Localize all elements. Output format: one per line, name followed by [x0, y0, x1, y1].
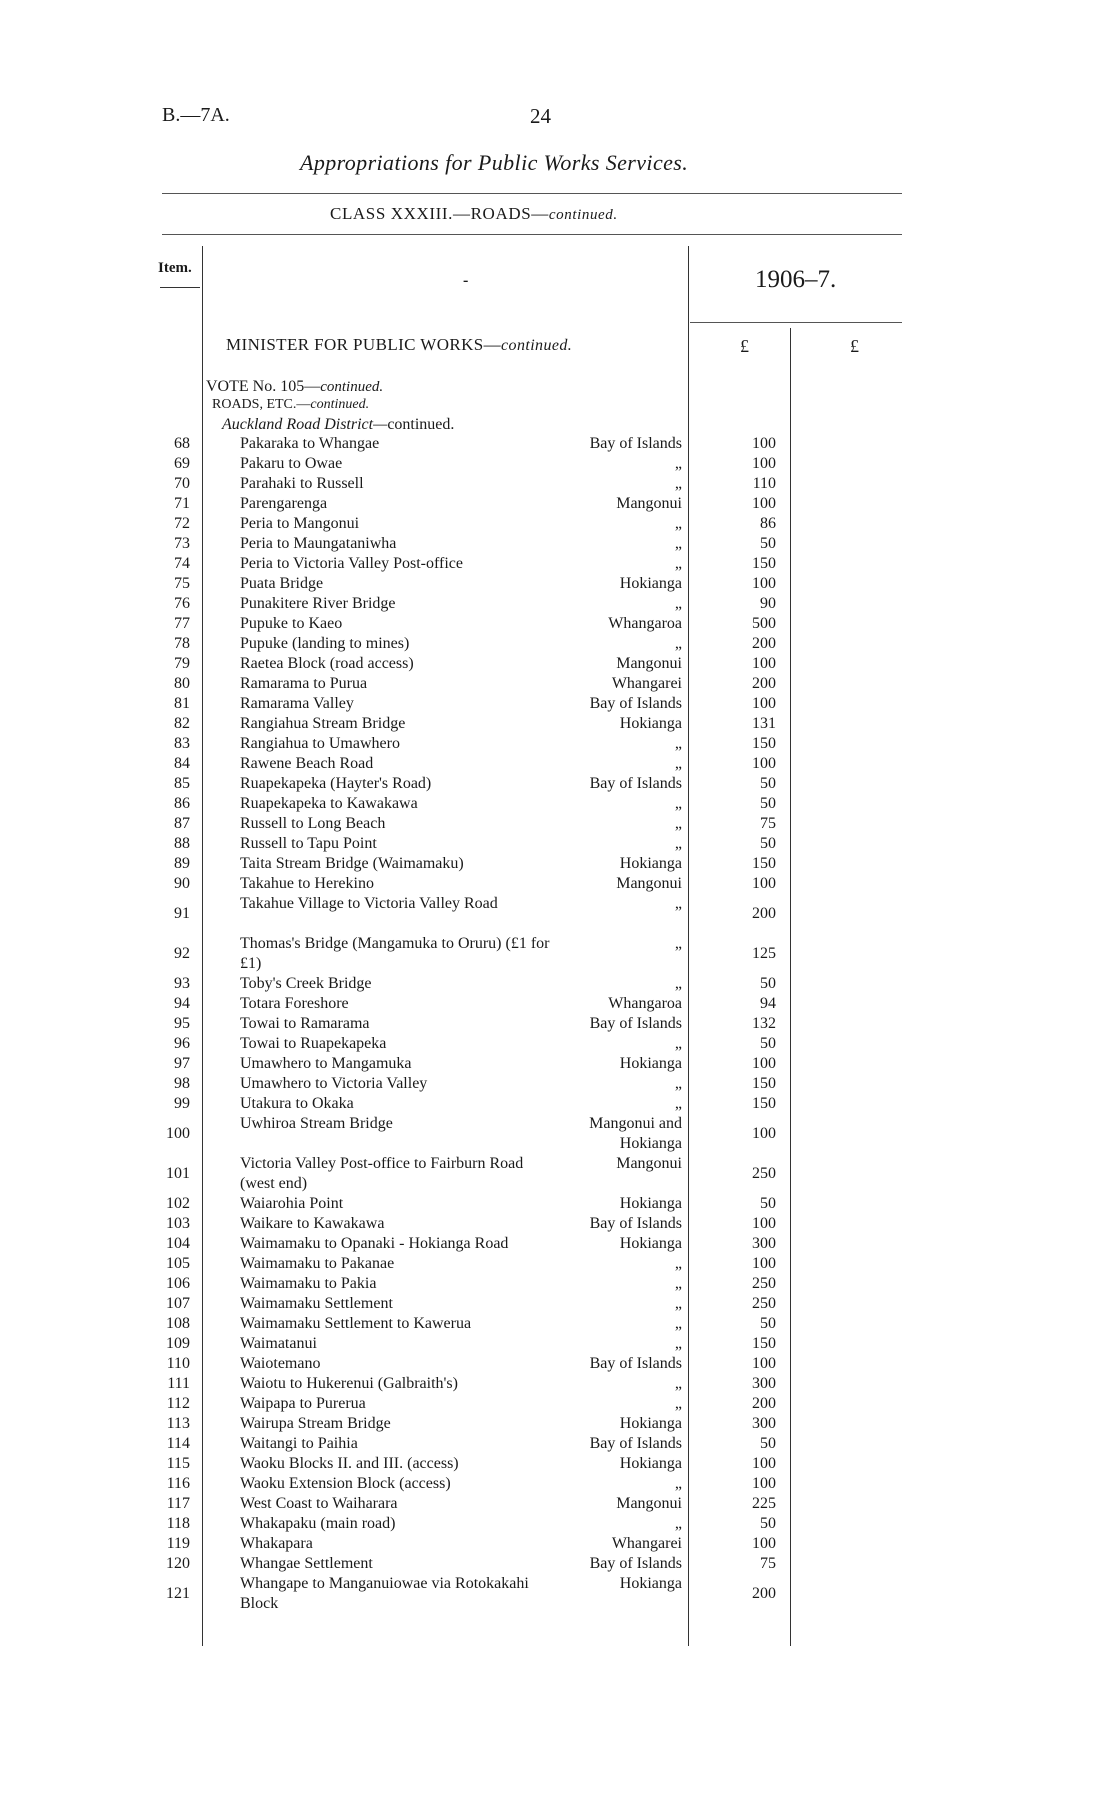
item-amount: 75 — [760, 1555, 776, 1572]
item-location: „ — [674, 1395, 682, 1412]
item-amount: 300 — [752, 1415, 776, 1432]
item-location: „ — [674, 1515, 682, 1532]
item-number: 78 — [174, 635, 190, 652]
table-row — [0, 714, 1114, 734]
item-amount: 200 — [752, 635, 776, 652]
item-amount: 75 — [760, 815, 776, 832]
item-amount: 200 — [752, 905, 776, 922]
item-amount: 100 — [752, 1215, 776, 1232]
item-location: „ — [674, 1255, 682, 1272]
item-description: Waoku Blocks II. and III. (access) — [240, 1455, 459, 1472]
item-location: Hokianga — [619, 1455, 682, 1472]
item-description: Waimatanui — [240, 1335, 317, 1352]
table-row — [0, 614, 1114, 634]
item-number: 107 — [166, 1295, 190, 1312]
item-description: Taita Stream Bridge (Waimamaku) — [240, 855, 464, 872]
item-amount: 100 — [752, 455, 776, 472]
item-amount: 50 — [760, 535, 776, 552]
item-number: 118 — [166, 1515, 190, 1532]
item-description: Russell to Tapu Point — [240, 835, 377, 852]
minister-heading-main: MINISTER FOR PUBLIC WORKS— — [226, 335, 502, 354]
table-row — [0, 974, 1114, 994]
item-description: Takahue Village to Victoria Valley Road — [240, 895, 498, 912]
item-description: Whakapaku (main road) — [240, 1515, 396, 1532]
item-location: „ — [674, 515, 682, 532]
table-row — [0, 834, 1114, 854]
item-number: 89 — [174, 855, 190, 872]
item-number: 73 — [174, 535, 190, 552]
item-number: 68 — [174, 435, 190, 452]
item-description: Waiotu to Hukerenui (Galbraith's) — [240, 1375, 458, 1392]
item-description: Ruapekapeka (Hayter's Road) — [240, 775, 432, 792]
item-description: Waipapa to Purerua — [240, 1395, 366, 1412]
table-row — [0, 1194, 1114, 1214]
document-reference: B.—7A. — [162, 104, 230, 126]
item-description: Waimamaku to Pakia — [240, 1275, 377, 1292]
item-number: 69 — [174, 455, 190, 472]
item-number: 108 — [166, 1315, 190, 1332]
item-number: 70 — [174, 475, 190, 492]
item-location: „ — [674, 595, 682, 612]
item-description: Towai to Ramarama — [240, 1015, 370, 1032]
item-location: Mangonui — [616, 1495, 682, 1512]
item-amount: 150 — [752, 1095, 776, 1112]
item-location: „ — [674, 1475, 682, 1492]
table-row — [0, 994, 1114, 1014]
item-description: Raetea Block (road access) — [240, 655, 414, 672]
table-row — [0, 1034, 1114, 1054]
item-number: 101 — [166, 1165, 190, 1182]
item-number: 76 — [174, 595, 190, 612]
item-number: 88 — [174, 835, 190, 852]
item-location: Mangonui — [616, 495, 682, 512]
item-amount: 100 — [752, 1055, 776, 1072]
class-rule — [162, 234, 902, 235]
roads-heading-main: ROADS, ETC.— — [212, 397, 311, 412]
item-description: Ruapekapeka to Kawakawa — [240, 795, 418, 812]
item-amount: 90 — [760, 595, 776, 612]
item-location: Whangaroa — [608, 615, 682, 632]
item-amount: 100 — [752, 1355, 776, 1372]
item-amount: 150 — [752, 735, 776, 752]
item-number: 86 — [174, 795, 190, 812]
item-location: Hokianga — [619, 1055, 682, 1072]
table-row — [0, 694, 1114, 714]
table-row — [0, 1214, 1114, 1234]
item-description: Ramarama Valley — [240, 695, 354, 712]
item-number: 117 — [166, 1495, 190, 1512]
year-underline — [690, 322, 902, 323]
item-amount: 50 — [760, 975, 776, 992]
item-location: Hokianga — [619, 1575, 682, 1592]
item-location: „ — [674, 1375, 682, 1392]
item-description: Umawhero to Victoria Valley — [240, 1075, 428, 1092]
table-row — [0, 1494, 1114, 1514]
item-amount: 150 — [752, 1075, 776, 1092]
table-row — [0, 1394, 1114, 1414]
item-location: „ — [674, 1075, 682, 1092]
page-title: Appropriations for Public Works Services. — [300, 150, 689, 175]
table-row — [0, 454, 1114, 474]
table-row — [0, 1254, 1114, 1274]
table-row — [0, 1474, 1114, 1494]
table-row — [0, 574, 1114, 594]
table-row — [0, 1354, 1114, 1374]
table-row — [0, 1314, 1114, 1334]
item-number: 121 — [166, 1585, 190, 1602]
item-location: „ — [674, 835, 682, 852]
table-row — [0, 1014, 1114, 1034]
table-row — [0, 1434, 1114, 1454]
item-number: 106 — [166, 1275, 190, 1292]
item-number: 80 — [174, 675, 190, 692]
item-number: 120 — [166, 1555, 190, 1572]
table-row — [0, 1114, 1114, 1154]
item-amount: 100 — [752, 1535, 776, 1552]
item-location: „ — [674, 755, 682, 772]
item-amount: 125 — [752, 945, 776, 962]
item-amount: 300 — [752, 1375, 776, 1392]
item-location: Hokianga — [619, 715, 682, 732]
item-amount: 150 — [752, 855, 776, 872]
table-row — [0, 874, 1114, 894]
item-amount: 100 — [752, 575, 776, 592]
table-row — [0, 1414, 1114, 1434]
item-description: Wairupa Stream Bridge — [240, 1415, 391, 1432]
item-location: Bay of Islands — [589, 1015, 682, 1032]
class-heading — [330, 204, 618, 224]
item-header-underline — [160, 287, 200, 288]
item-number: 113 — [166, 1415, 190, 1432]
item-number: 72 — [174, 515, 190, 532]
district-heading-main: Auckland Road District— — [222, 416, 388, 433]
item-location: „ — [674, 1295, 682, 1312]
item-location: „ — [674, 535, 682, 552]
table-row — [0, 814, 1114, 834]
appropriations-table — [0, 434, 1114, 1614]
item-amount: 100 — [752, 1125, 776, 1142]
item-location: „ — [674, 895, 682, 912]
table-row — [0, 1554, 1114, 1574]
item-amount: 500 — [752, 615, 776, 632]
table-row — [0, 654, 1114, 674]
table-row — [0, 774, 1114, 794]
item-number: 91 — [174, 905, 190, 922]
class-heading-continued: continued. — [548, 207, 618, 223]
item-amount: 50 — [760, 795, 776, 812]
table-row — [0, 1234, 1114, 1254]
item-location: Hokianga — [619, 1235, 682, 1252]
item-amount: 100 — [752, 655, 776, 672]
item-amount: 100 — [752, 495, 776, 512]
item-location: Bay of Islands — [589, 775, 682, 792]
vote-heading — [206, 378, 383, 396]
table-row — [0, 474, 1114, 494]
item-location: Hokianga — [619, 1415, 682, 1432]
item-location: Whangarei — [611, 675, 682, 692]
pound-symbol-amount: £ — [740, 336, 749, 356]
item-description: Rangiahua Stream Bridge — [240, 715, 406, 732]
item-location: Mangonui and Hokianga — [589, 1115, 682, 1152]
item-description: Russell to Long Beach — [240, 815, 386, 832]
item-description: Waiotemano — [240, 1355, 321, 1372]
table-row — [0, 1334, 1114, 1354]
item-description: Puata Bridge — [240, 575, 324, 592]
table-row — [0, 1454, 1114, 1474]
item-amount: 50 — [760, 1515, 776, 1532]
vote-heading-continued: continued. — [320, 379, 384, 395]
item-number: 110 — [166, 1355, 190, 1372]
item-number: 112 — [166, 1395, 190, 1412]
item-location: Hokianga — [619, 575, 682, 592]
item-amount: 50 — [760, 1035, 776, 1052]
table-row — [0, 1154, 1114, 1194]
item-description: Waikare to Kawakawa — [240, 1215, 385, 1232]
table-row — [0, 514, 1114, 534]
item-amount: 110 — [752, 475, 776, 492]
district-heading — [222, 416, 454, 434]
item-number: 97 — [174, 1055, 190, 1072]
item-number: 104 — [166, 1235, 190, 1252]
table-row — [0, 534, 1114, 554]
item-description: Whangae Settlement — [240, 1555, 373, 1572]
item-number: 74 — [174, 555, 190, 572]
item-number: 98 — [174, 1075, 190, 1092]
item-amount: 50 — [760, 835, 776, 852]
item-amount: 132 — [752, 1015, 776, 1032]
table-row — [0, 594, 1114, 614]
district-heading-continued: continued. — [387, 416, 455, 433]
item-description: Waiarohia Point — [240, 1195, 344, 1212]
item-number: 102 — [166, 1195, 190, 1212]
item-description: Waitangi to Paihia — [240, 1435, 358, 1452]
item-description: Victoria Valley Post-office to Fairburn Road (west end) — [240, 1155, 524, 1192]
item-location: „ — [674, 735, 682, 752]
item-amount: 50 — [760, 1435, 776, 1452]
roads-heading-continued: continued. — [310, 397, 370, 412]
item-amount: 50 — [760, 1195, 776, 1212]
item-location: „ — [674, 555, 682, 572]
table-row — [0, 1274, 1114, 1294]
table-row — [0, 1534, 1114, 1554]
item-number: 79 — [174, 655, 190, 672]
item-description: Utakura to Okaka — [240, 1095, 354, 1112]
item-location: „ — [674, 635, 682, 652]
item-amount: 150 — [752, 1335, 776, 1352]
item-location: „ — [674, 1335, 682, 1352]
item-location: Bay of Islands — [589, 695, 682, 712]
item-description: Umawhero to Mangamuka — [240, 1055, 412, 1072]
roads-heading — [212, 397, 369, 413]
item-amount: 100 — [752, 695, 776, 712]
item-location: Hokianga — [619, 855, 682, 872]
item-number: 81 — [174, 695, 190, 712]
page-number: 24 — [530, 104, 551, 128]
table-row — [0, 494, 1114, 514]
item-location: „ — [674, 935, 682, 952]
class-heading-main: CLASS XXXIII.—ROADS— — [330, 204, 549, 223]
item-number: 82 — [174, 715, 190, 732]
table-row — [0, 754, 1114, 774]
table-row — [0, 1074, 1114, 1094]
item-number: 103 — [166, 1215, 190, 1232]
item-amount: 50 — [760, 1315, 776, 1332]
item-number: 99 — [174, 1095, 190, 1112]
item-location: Whangaroa — [608, 995, 682, 1012]
item-amount: 131 — [752, 715, 776, 732]
item-location: Mangonui — [616, 655, 682, 672]
item-number: 71 — [174, 495, 190, 512]
table-row — [0, 1374, 1114, 1394]
item-number: 83 — [174, 735, 190, 752]
item-description: Waimamaku Settlement to Kawerua — [240, 1315, 472, 1332]
item-column-header: Item. — [158, 260, 192, 276]
item-description: Pupuke to Kaeo — [240, 615, 343, 632]
table-row — [0, 1574, 1114, 1614]
item-description: Peria to Maungataniwha — [240, 535, 397, 552]
title-rule — [162, 193, 902, 194]
item-amount: 50 — [760, 775, 776, 792]
table-row — [0, 554, 1114, 574]
item-number: 85 — [174, 775, 190, 792]
vote-heading-main: VOTE No. 105— — [206, 378, 321, 395]
item-number: 111 — [167, 1375, 190, 1392]
item-amount: 100 — [752, 1455, 776, 1472]
table-row — [0, 1294, 1114, 1314]
table-row — [0, 1514, 1114, 1534]
item-amount: 250 — [752, 1165, 776, 1182]
item-description: Parengarenga — [240, 495, 328, 512]
item-location: „ — [674, 975, 682, 992]
item-number: 92 — [174, 945, 190, 962]
table-row — [0, 674, 1114, 694]
item-description: Thomas's Bridge (Mangamuka to Oruru) (£1 for £1) — [240, 935, 550, 972]
item-number: 87 — [174, 815, 190, 832]
item-amount: 100 — [752, 755, 776, 772]
item-amount: 200 — [752, 1395, 776, 1412]
minister-heading — [226, 335, 572, 355]
item-description: Pupuke (landing to mines) — [240, 635, 410, 652]
item-description: Pakaru to Owae — [240, 455, 343, 472]
item-description: Waimamaku to Pakanae — [240, 1255, 395, 1272]
item-description: Toby's Creek Bridge — [240, 975, 372, 992]
item-description: West Coast to Waiharara — [240, 1495, 398, 1512]
item-description: Whakapara — [240, 1535, 313, 1552]
item-amount: 200 — [752, 675, 776, 692]
item-number: 100 — [166, 1125, 190, 1142]
item-location: „ — [674, 1315, 682, 1332]
item-number: 90 — [174, 875, 190, 892]
item-location: „ — [674, 475, 682, 492]
item-description: Takahue to Herekino — [240, 875, 374, 892]
item-number: 114 — [166, 1435, 190, 1452]
item-number: 93 — [174, 975, 190, 992]
item-location: „ — [674, 455, 682, 472]
item-description: Towai to Ruapekapeka — [240, 1035, 387, 1052]
year-column-header: 1906–7. — [755, 266, 837, 293]
table-row — [0, 894, 1114, 934]
table-row — [0, 934, 1114, 974]
item-description: Peria to Victoria Valley Post-office — [240, 555, 463, 572]
item-amount: 300 — [752, 1235, 776, 1252]
item-location: Bay of Islands — [589, 1435, 682, 1452]
item-amount: 94 — [760, 995, 776, 1012]
table-row — [0, 434, 1114, 454]
item-location: Bay of Islands — [589, 1355, 682, 1372]
table-row — [0, 634, 1114, 654]
table-row — [0, 1094, 1114, 1114]
item-location: Bay of Islands — [589, 1555, 682, 1572]
item-amount: 100 — [752, 435, 776, 452]
item-description: Parahaki to Russell — [240, 475, 364, 492]
item-description: Peria to Mangonui — [240, 515, 360, 532]
item-description: Uwhiroa Stream Bridge — [240, 1115, 393, 1132]
item-number: 115 — [166, 1455, 190, 1472]
item-number: 84 — [174, 755, 190, 772]
item-description: Totara Foreshore — [240, 995, 349, 1012]
item-description: Punakitere River Bridge — [240, 595, 396, 612]
item-location: Bay of Islands — [589, 1215, 682, 1232]
item-number: 119 — [166, 1535, 190, 1552]
item-description: Ramarama to Purua — [240, 675, 368, 692]
description-header-mark: - — [463, 272, 469, 289]
item-number: 95 — [174, 1015, 190, 1032]
minister-heading-continued: continued. — [501, 337, 573, 354]
item-amount: 250 — [752, 1275, 776, 1292]
item-location: „ — [674, 1095, 682, 1112]
item-amount: 86 — [760, 515, 776, 532]
item-amount: 250 — [752, 1295, 776, 1312]
table-row — [0, 854, 1114, 874]
item-amount: 100 — [752, 1475, 776, 1492]
item-description: Waimamaku to Opanaki - Hokianga Road — [240, 1235, 509, 1252]
item-description: Waimamaku Settlement — [240, 1295, 393, 1312]
pound-symbol-total: £ — [850, 336, 859, 356]
item-number: 75 — [174, 575, 190, 592]
item-description: Whangape to Manganuiowae via Rotokakahi Block — [240, 1575, 529, 1612]
item-location: „ — [674, 1035, 682, 1052]
table-row — [0, 1054, 1114, 1074]
item-description: Waoku Extension Block (access) — [240, 1475, 451, 1492]
item-description: Pakaraka to Whangae — [240, 435, 380, 452]
item-description: Rawene Beach Road — [240, 755, 374, 772]
item-number: 105 — [166, 1255, 190, 1272]
item-number: 109 — [166, 1335, 190, 1352]
item-location: „ — [674, 795, 682, 812]
item-number: 96 — [174, 1035, 190, 1052]
item-location: Whangarei — [611, 1535, 682, 1552]
item-location: Hokianga — [619, 1195, 682, 1212]
item-amount: 100 — [752, 875, 776, 892]
table-row — [0, 794, 1114, 814]
item-location: „ — [674, 1275, 682, 1292]
item-location: Bay of Islands — [589, 435, 682, 452]
item-amount: 225 — [752, 1495, 776, 1512]
item-number: 94 — [174, 995, 190, 1012]
item-amount: 200 — [752, 1585, 776, 1602]
item-number: 77 — [174, 615, 190, 632]
item-number: 116 — [166, 1475, 190, 1492]
item-amount: 150 — [752, 555, 776, 572]
item-description: Rangiahua to Umawhero — [240, 735, 400, 752]
item-location: „ — [674, 815, 682, 832]
item-location: Mangonui — [616, 1155, 682, 1172]
item-location: Mangonui — [616, 875, 682, 892]
table-row — [0, 734, 1114, 754]
item-amount: 100 — [752, 1255, 776, 1272]
